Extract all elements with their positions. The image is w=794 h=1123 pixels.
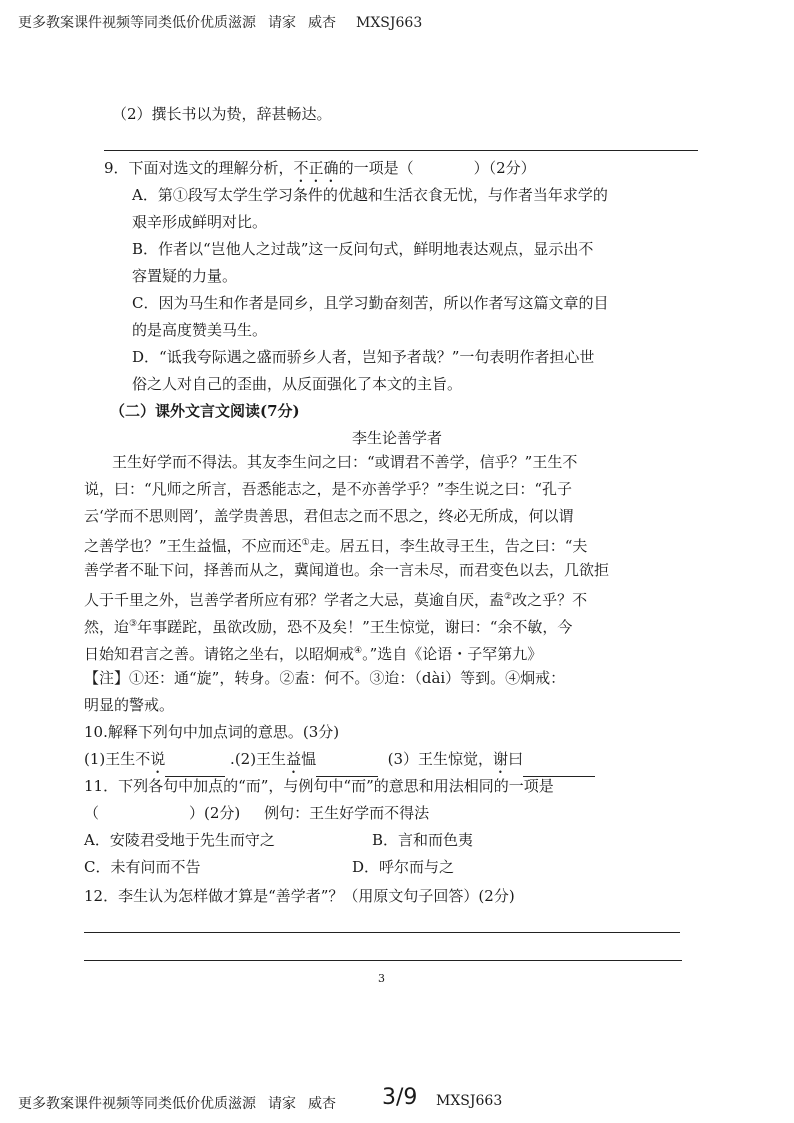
q11-stem-cont: （ ）(2分) 例句：王生好学而不得法 (84, 804, 430, 822)
q12-stem: 12．李生认为怎样做才算是“善学者”？（用原文句子回答）(2分) (84, 887, 515, 905)
passage-line: 云‘学而不思则罔’，盖学贵善思，君但志之而不思之，终必无所成，何以谓 (84, 507, 574, 525)
footer-code: MXSJ663 (436, 1093, 503, 1109)
q9-option-d-line2: 俗之人对自己的歪曲，从反面强化了本文的主旨。 (132, 375, 463, 393)
q9-option-a-line1: A．第①段写太学生学习条件的优越和生活衣食无忧，与作者当年求学的 (132, 186, 608, 204)
page-counter: 3/9 (382, 1085, 418, 1110)
q10-stem: 10.解释下列句中加点词的意思。(3分) (84, 723, 340, 741)
answer-line (104, 150, 698, 151)
q12-answer-line-1[interactable] (84, 932, 680, 933)
q9-option-b-line2: 容置疑的力量。 (132, 267, 238, 285)
passage-line: 人于千里之外，岂善学者所应有邪？学者之大忌，莫逾自厌，盍②改之乎？不 (84, 591, 588, 609)
passage-title: 李生论善学者 (351, 429, 442, 447)
passage-line: 说，曰：“凡师之所言，吾悉能志之，是不亦善学乎？”李生说之曰：“孔子 (84, 480, 573, 498)
q9-emphasis: 不正确 (293, 159, 339, 177)
q9-option-c-line2: 的是高度赞美马生。 (132, 321, 268, 339)
q9-option-d-line1: D．“诋我夸际遇之盛而骄乡人者，岂知予者哉？”一句表明作者担心世 (132, 348, 595, 366)
passage-line: 日始知君言之善。请铭之坐右，以昭炯戒④。”选自《论语・子罕第九》 (84, 645, 543, 663)
q9-option-c-line1: C．因为马生和作者是同乡，且学习勤奋刻苦，所以作者写这篇文章的目 (132, 294, 609, 312)
q9-stem: 9．下面对选文的理解分析，不正确的一项是（ ）（2分） (104, 159, 536, 177)
section-heading: （二）课外文言文阅读(7分) (110, 402, 300, 420)
passage-line: 然，迨③年事蹉跎，虽欲改励，恐不及矣！”王生惊觉，谢曰：“余不敏，今 (84, 618, 573, 636)
prev-item: （2）撰长书以为贽，辞甚畅达。 (112, 105, 332, 123)
q11-stem: 11．下列各句中加点的“而”，与例句中“而”的意思和用法相同的一项是 (84, 777, 554, 795)
header-text: 更多教案课件视频等同类低价优质滋源 (18, 15, 256, 31)
q11-option-b: B．言和而色夷 (372, 831, 474, 849)
q9-option-a-line2: 艰辛形成鲜明对比。 (132, 213, 268, 231)
page-number: 3 (378, 972, 385, 985)
header-mid2: 威杏 (308, 15, 336, 31)
q11-option-d: D．呼尔而与之 (352, 858, 455, 876)
passage-line: 王生好学而不得法。其友李生问之曰：“或谓君不善学，信乎？”王生不 (112, 453, 578, 471)
annotation-note: 【注】①还：通“旋”，转身。②盍：何不。③迨：（dài）等到。④炯戒： (84, 669, 566, 687)
q11-option-a: A．安陵君受地于先生而守之 (84, 831, 275, 849)
passage-line: 善学者不耻下问，择善而从之，冀闻道也。余一言未尽，而君变色以去，几欲拒 (84, 561, 610, 579)
annotation-note-cont: 明显的警戒。 (84, 696, 175, 714)
q9-option-b-line1: B．作者以“岂他人之过哉”这一反问句式，鲜明地表达观点，显示出不 (132, 240, 594, 258)
q12-answer-line-2[interactable] (84, 960, 682, 961)
header-mid1: 请家 (268, 15, 296, 31)
q10-items: (1)王生不说 .(2)王生益愠 (3）王生惊觉，谢曰 (84, 748, 595, 777)
q11-option-c: C．未有问而不告 (84, 858, 201, 876)
passage-line: 之善学也？”王生益愠，不应而还①走。居五日，李生故寻王生，告之曰：“夫 (84, 537, 588, 555)
page-footer: 更多教案课件视频等同类低价优质滋源 请家 威杏 3/9 MXSJ663 (18, 1085, 503, 1112)
footer-text: 更多教案课件视频等同类低价优质滋源 (18, 1096, 256, 1112)
header-code: MXSJ663 (356, 15, 423, 31)
page-header (18, 12, 422, 32)
